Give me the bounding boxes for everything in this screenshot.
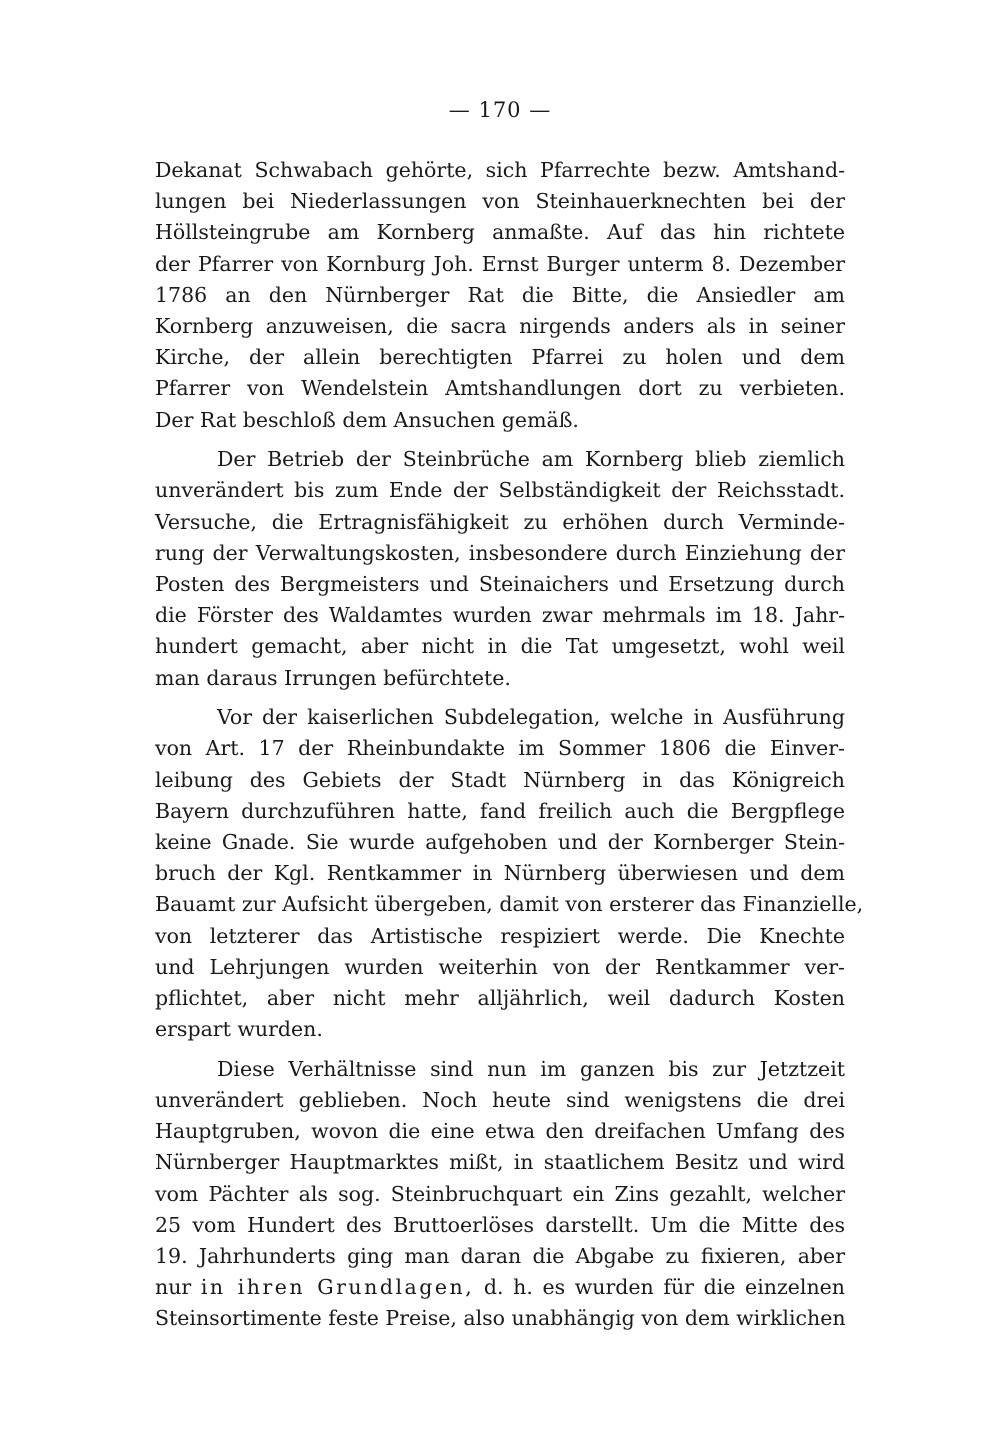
text-line-spaced bbox=[155, 1272, 845, 1303]
page-number: — 170 — bbox=[448, 98, 552, 122]
text-line: Bayern durchzuführen hatte, fand freilich auch die Bergpflege bbox=[155, 798, 845, 823]
text-line: Hauptgruben, wovon die eine etwa den dreifachen Umfang des bbox=[155, 1119, 845, 1144]
text-line: bruch der Kgl. Rentkammer in Nürnberg überwiesen und dem bbox=[155, 861, 845, 886]
text-line: der Pfarrer von Kornburg Joh. Ernst Burger unterm 8. Dezember bbox=[155, 251, 845, 276]
paragraph-2 bbox=[155, 444, 845, 694]
text-line: Der Rat beschloß dem Ansuchen gemäß. bbox=[155, 407, 579, 432]
text-line: leibung des Gebiets der Stadt Nürnberg in das Königreich bbox=[155, 767, 845, 792]
text-line: man daraus Irrungen befürchtete. bbox=[155, 665, 511, 690]
spaced-after: d. h. es wurden für die einzelnen bbox=[474, 1275, 845, 1300]
paragraph-gap bbox=[155, 436, 845, 445]
text-line: hundert gemacht, aber nicht in die Tat umgesetzt, wohl weil bbox=[155, 634, 845, 659]
text-line: unverändert bis zum Ende der Selbständigkeit der Reichsstadt. bbox=[155, 478, 845, 503]
text-line: Posten des Bergmeisters und Steinaichers und Ersetzung durch bbox=[155, 571, 845, 596]
paragraph-gap bbox=[155, 694, 845, 703]
text-line: 25 vom Hundert des Bruttoerlöses darstellt. Um die Mitte des bbox=[155, 1212, 845, 1237]
text-line: Nürnberger Hauptmarktes mißt, in staatlichem Besitz und wird bbox=[155, 1150, 845, 1175]
text-line: Diese Verhältnisse sind nun im ganzen bis zur Jetztzeit bbox=[217, 1056, 845, 1081]
text-line: und Lehrjungen wurden weiterhin von der Rentkammer ver- bbox=[155, 954, 845, 979]
text-line: von Art. 17 der Rheinbundakte im Sommer 1806 die Einver- bbox=[155, 736, 845, 761]
spaced-before: nur bbox=[155, 1275, 201, 1300]
text-line: 19. Jahrhunderts ging man daran die Abgabe zu fixieren, aber bbox=[155, 1243, 845, 1268]
text-line: Kornberg anzuweisen, die sacra nirgends anders als in seiner bbox=[155, 313, 845, 338]
text-line: die Förster des Waldamtes wurden zwar mehrmals im 18. Jahr- bbox=[155, 603, 845, 628]
text-line: Versuche, die Ertragnisfähigkeit zu erhöhen durch Verminde- bbox=[155, 509, 845, 534]
text-line: lungen bei Niederlassungen von Steinhauerknechten bei der bbox=[155, 189, 845, 214]
text-line: erspart wurden. bbox=[155, 1017, 323, 1042]
text-line: vom Pächter als sog. Steinbruchquart ein Zins gezahlt, welcher bbox=[155, 1181, 845, 1206]
text-line: Steinsortimente feste Preise, also unabhängig von dem wirklichen bbox=[155, 1306, 846, 1331]
paragraph-3 bbox=[155, 702, 864, 1045]
paragraph-4 bbox=[155, 1054, 845, 1335]
text-line: unverändert geblieben. Noch heute sind wenigstens die drei bbox=[155, 1087, 845, 1112]
spaced-emphasis: in ihren Grundlagen, bbox=[200, 1275, 475, 1300]
text-line: Vor der kaiserlichen Subdelegation, welche in Ausführung bbox=[217, 705, 845, 730]
text-line: Höllsteingrube am Kornberg anmaßte. Auf das hin richtete bbox=[155, 220, 845, 245]
text-line: Dekanat Schwabach gehörte, sich Pfarrechte bezw. Amtshand- bbox=[155, 158, 845, 182]
text-line: von letzterer das Artistische respiziert werde. Die Knechte bbox=[155, 923, 845, 948]
text-line: Pfarrer von Wendelstein Amtshandlungen dort zu verbieten. bbox=[155, 376, 845, 401]
text-line: Bauamt zur Aufsicht übergeben, damit von ersterer das Finanzielle, bbox=[155, 892, 864, 917]
text-line: Kirche, der allein berechtigten Pfarrei zu holen und dem bbox=[155, 345, 845, 370]
paragraph-1 bbox=[155, 155, 845, 436]
body-text bbox=[155, 155, 864, 1334]
text-line: rung der Verwaltungskosten, insbesondere durch Einziehung der bbox=[155, 540, 845, 565]
text-line: keine Gnade. Sie wurde aufgehoben und der Kornberger Stein- bbox=[155, 829, 845, 854]
text-line: 1786 an den Nürnberger Rat die Bitte, die Ansiedler am bbox=[155, 282, 845, 307]
text-line: Der Betrieb der Steinbrüche am Kornberg blieb ziemlich bbox=[217, 447, 845, 472]
paragraph-gap bbox=[155, 1045, 845, 1054]
text-line: pflichtet, aber nicht mehr alljährlich, weil dadurch Kosten bbox=[155, 985, 845, 1010]
